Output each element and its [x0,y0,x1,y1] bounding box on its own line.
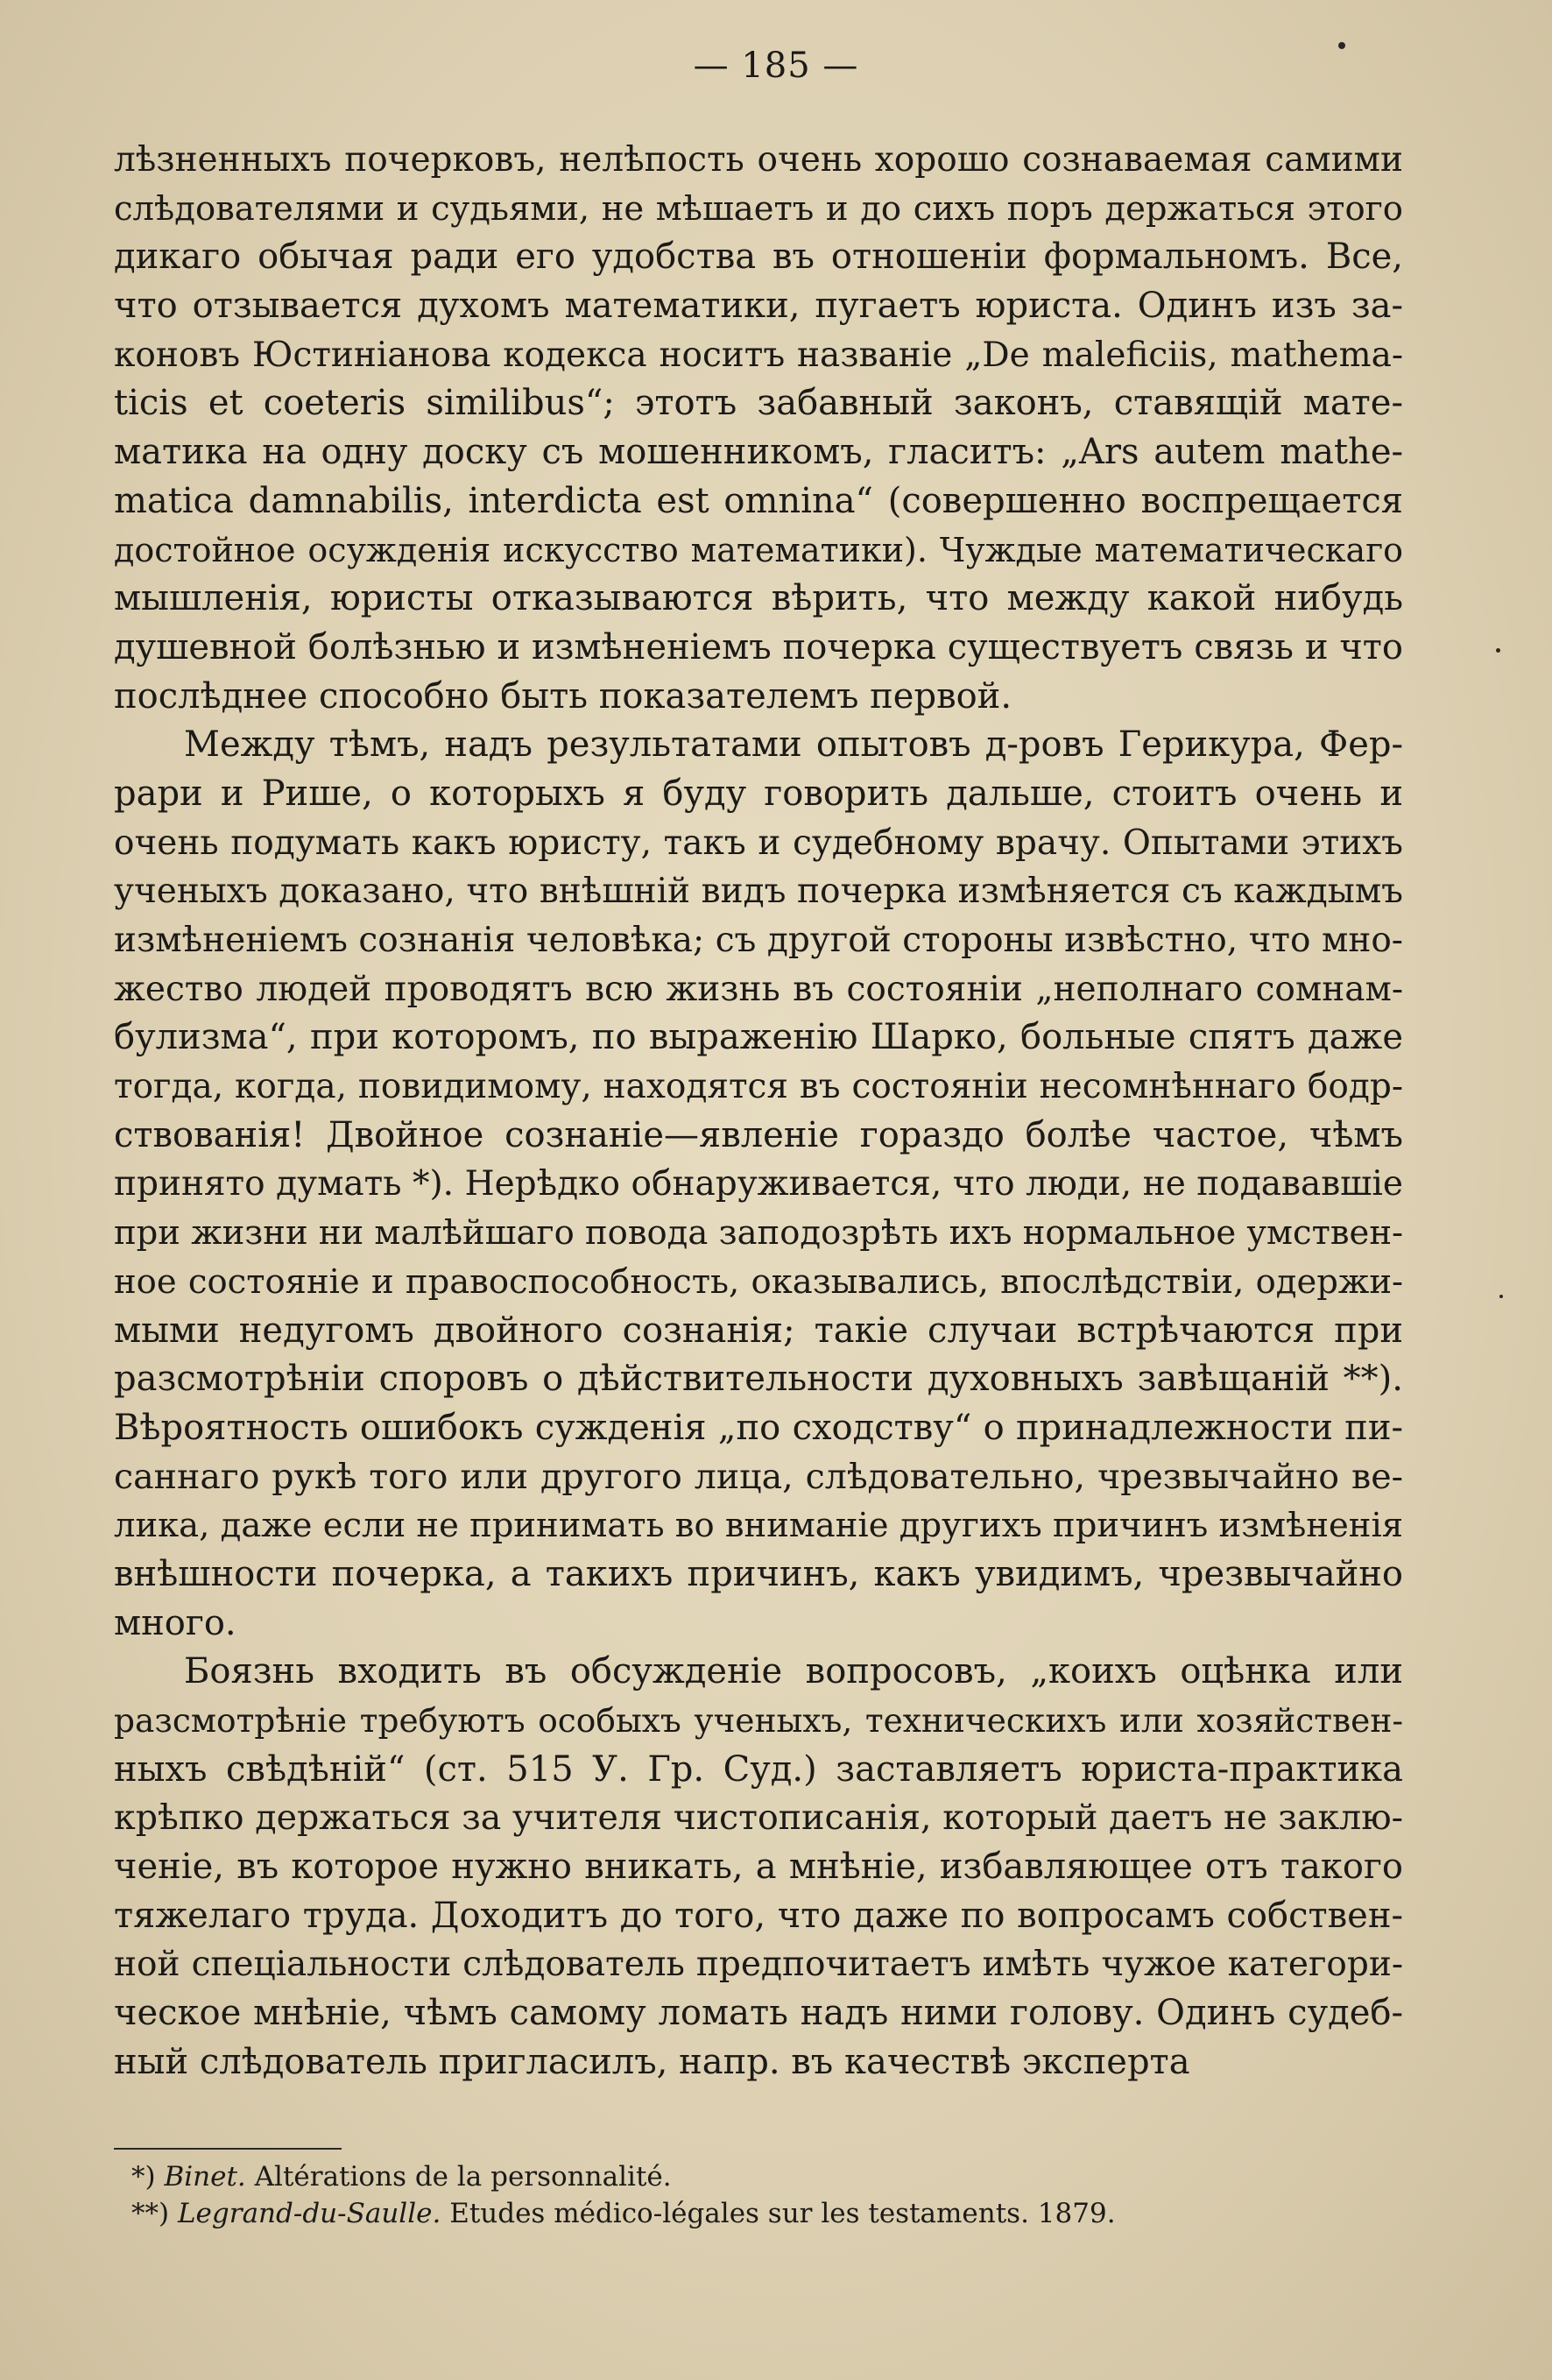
text-line: ной спеціальности слѣдователь предпочитаетъ имѣть чужое категори- [114,1945,1403,1985]
text-line: ный слѣдователь пригласилъ, напр. въ качествѣ эксперта [114,2041,1190,2082]
text-line: Между тѣмъ, надъ результатами опытовъ д-ровъ Герикура, Фер- [184,724,1403,766]
paragraph-3 [114,1648,1403,2087]
text-line: matica damnabilis, interdicta est omnina“ (совершенно воспрещается [114,480,1403,521]
footnotes [131,2158,1358,2232]
ink-speck [1338,42,1345,49]
footnote-author: Legrand-du-Saulle. [177,2198,441,2229]
text-line: саннаго рукѣ того или другого лица, слѣдовательно, чрезвычайно ве- [114,1456,1403,1497]
text-line: внѣшности почерка, а такихъ причинъ, какъ увидимъ, чрезвычайно [114,1553,1403,1594]
text-line: достойное осужденія искусство математики). Чуждые математическаго [114,530,1403,569]
text-line: мышленія, юристы отказываются вѣрить, что между какой нибудь [114,578,1403,619]
text-line: Боязнь входить въ обсужденіе вопросовъ, „коихъ оцѣнка или [184,1651,1403,1692]
footnote-author: Binet. [164,2161,246,2193]
text-line: что отзывается духомъ математики, пугаетъ юриста. Одинъ изъ за- [114,286,1403,327]
text-line: ное состояніе и правоспособность, оказывались, впослѣдствіи, одержи- [114,1261,1403,1302]
body-text [114,136,1403,2087]
footnote-mark: **) [131,2198,170,2229]
text-line: ченіе, въ которое нужно вникать, а мнѣніе, избавляющее отъ такого [114,1847,1403,1888]
text-line: булизма“, при которомъ, по выраженію Шарко, больные спятъ даже [114,1017,1403,1058]
text-line: ческое мнѣніе, чѣмъ самому ломать надъ ними голову. Одинъ судеб- [114,1993,1403,2034]
footnote-1 [131,2158,1358,2195]
footnote-2 [131,2195,1358,2232]
paragraph-2 [114,721,1403,1648]
text-line: дикаго обычая ради его удобства въ отношеніи формальномъ. Все, [114,237,1403,278]
page-number: — 185 — [693,46,859,86]
text-line: разсмотрѣніи споровъ о дѣйствительности духовныхъ завѣщаній **). [114,1359,1403,1400]
text-line: мыми недугомъ двойного сознанія; такіе случаи встрѣчаются при [114,1310,1403,1351]
footnote-mark: *) [131,2161,156,2193]
ink-speck [1499,1295,1503,1298]
text-line: жество людей проводятъ всю жизнь въ состояніи „неполнаго сомнам- [114,969,1403,1009]
text-line: тяжелаго труда. Доходитъ до того, что даже по вопросамъ собствен- [114,1895,1403,1936]
text-line: Вѣроятность ошибокъ сужденія „по сходству“ о принадлежности пи- [114,1407,1403,1448]
text-line: много. [114,1602,236,1643]
footnote-separator [114,2148,342,2150]
text-line: лѣзненныхъ почерковъ, нелѣпость очень хорошо сознаваемая самими [114,140,1403,180]
text-line: послѣднее способно быть показателемъ первой. [114,675,1012,717]
footnote-text: Etudes médico-légales sur les testaments. 1879. [449,2198,1116,2229]
text-line: ствованія! Двойное сознаніе—явленіе гораздо болѣе частое, чѣмъ [114,1114,1403,1155]
text-line: ticis et coeteris similibus“; этотъ забавный законъ, ставящій мате- [114,383,1403,424]
text-line: ученыхъ доказано, что внѣшній видъ почерка измѣняется съ каждымъ [114,872,1403,912]
text-line: разсмотрѣніе требуютъ особыхъ ученыхъ, техническихъ или хозяйствен- [114,1701,1403,1740]
text-line: ныхъ свѣдѣній“ (ст. 515 У. Гр. Суд.) заставляетъ юриста-практика [114,1748,1403,1790]
text-line: слѣдователями и судьями, не мѣшаетъ и до сихъ поръ держаться этого [114,188,1403,229]
text-line: рари и Рише, о которыхъ я буду говорить дальше, стоитъ очень и [114,773,1403,814]
text-line: при жизни ни малѣйшаго повода заподозрѣть ихъ нормальное умствен- [114,1213,1403,1254]
text-line: тогда, когда, повидимому, находятся въ состояніи несомнѣннаго бодр- [114,1067,1403,1107]
ink-speck [1496,648,1500,653]
text-line: матика на одну доску съ мошенникомъ, гласитъ: „Ars autem mathe- [114,432,1403,473]
text-line: измѣненіемъ сознанія человѣка; съ другой стороны извѣстно, что мно- [114,921,1403,960]
text-line: лика, даже если не принимать во вниманіе другихъ причинъ измѣненія [114,1506,1404,1546]
footnote-text: Altérations de la personnalité. [254,2161,672,2193]
text-line: коновъ Юстиніанова кодекса носитъ названіе „De maleficiis, mathema- [114,335,1403,375]
text-line: очень подумать какъ юристу, такъ и судебному врачу. Опытами этихъ [114,823,1403,863]
text-line: душевной болѣзнью и измѣненіемъ почерка существуетъ связь и что [114,626,1403,667]
paragraph-1 [114,136,1403,721]
text-line: крѣпко держаться за учителя чистописанія, который даетъ не заклю- [114,1797,1403,1839]
text-line: принято думать *). Нерѣдко обнаруживается, что люди, не подававшіе [114,1164,1403,1204]
